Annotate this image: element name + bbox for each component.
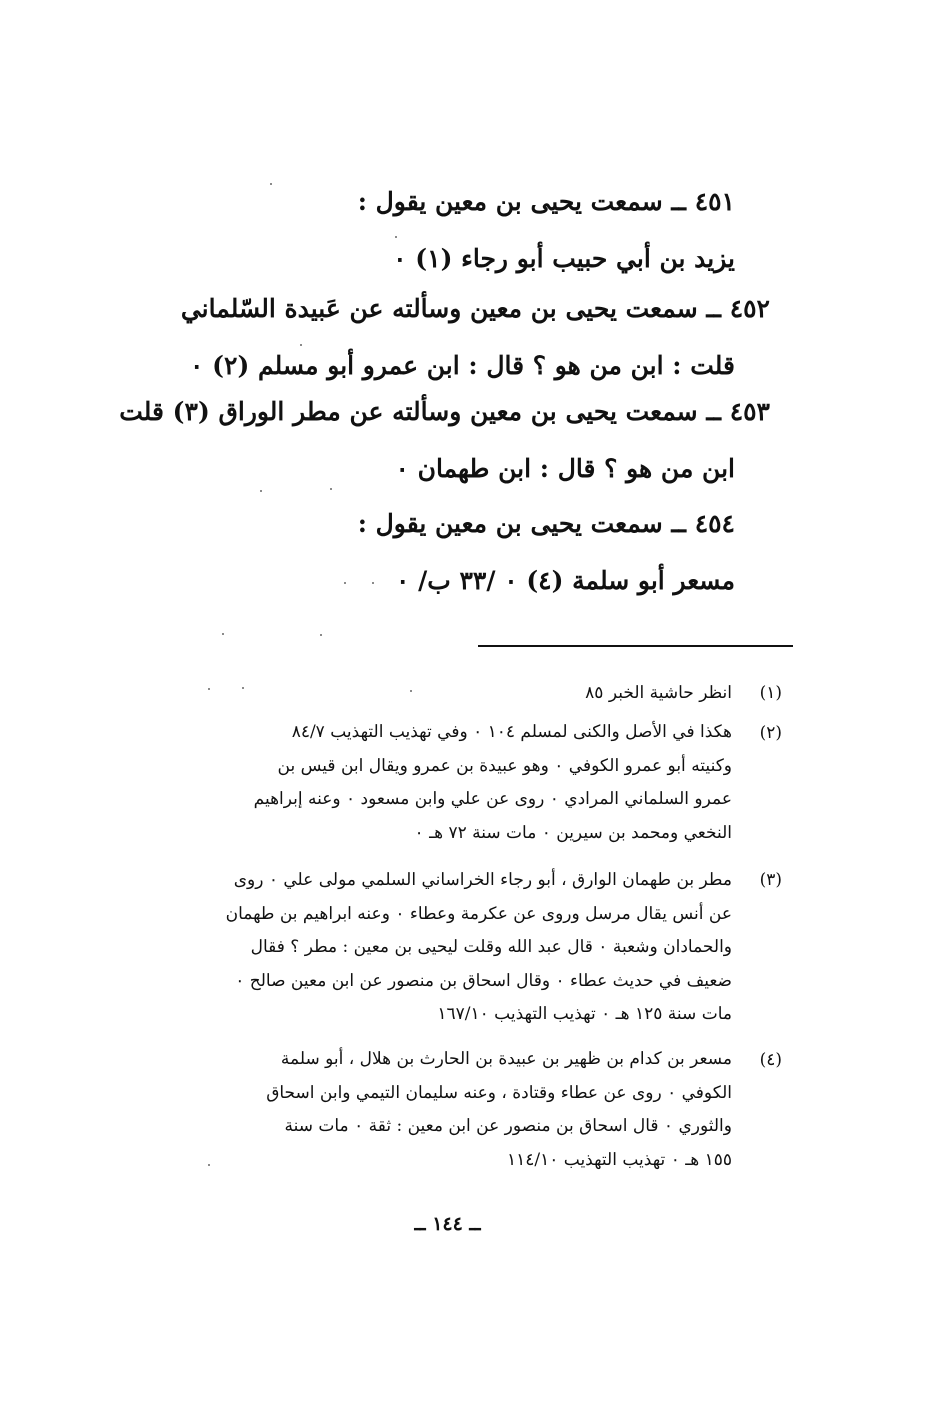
- scan-speck: [260, 490, 262, 492]
- footnote-4: [147, 1043, 732, 1177]
- scan-speck: [300, 344, 302, 346]
- footnote-divider: [478, 645, 793, 647]
- scan-speck: [320, 634, 322, 636]
- page-number: ــ ١٤٤ ــ: [414, 1213, 481, 1235]
- entry-454-line-1: ٤٥٤ ــ سمعت يحيى بن معين يقول :: [357, 509, 735, 538]
- footnote-1-marker: (١): [759, 683, 782, 703]
- footnote-2-line-2: وكنيته أبو عمرو الكوفي ٠ وهو عبيدة بن عمرو ويقال ابن قيس بن: [277, 755, 732, 776]
- footnote-4-marker: (٤): [759, 1050, 782, 1070]
- footnote-4-line-4: ١٥٥ هـ ٠ تهذيب التهذيب ١١٤/١٠: [506, 1149, 732, 1170]
- footnote-2: [147, 716, 732, 850]
- footnote-2-line-3: عمرو السلماني المرادي ٠ روى عن علي وابن مسعود ٠ وعنه إبراهيم: [253, 789, 732, 809]
- entry-451-line-1: ٤٥١ ــ سمعت يحيى بن معين يقول :: [357, 187, 735, 216]
- scan-speck: [222, 633, 224, 635]
- footnote-1: [147, 677, 732, 711]
- footnote-3-line-4: ضعيف في حديث عطاء ٠ وقال اسحاق بن منصور عن ابن معين صالح ٠: [235, 970, 732, 991]
- footnote-2-marker: (٢): [759, 723, 782, 743]
- entry-454-line-2: مسعر أبو سلمة (٤) ٠ /٣٣ ب/ ٠: [395, 566, 735, 595]
- scan-speck: [330, 488, 332, 490]
- scan-speck: [242, 687, 244, 689]
- footnote-3-marker: (٣): [759, 870, 782, 890]
- footnote-3-line-3: والحمادان وشعبة ٠ قال عبد الله وقلت ليحيى بن معين : مطر ؟ فقال: [250, 937, 732, 957]
- scan-speck: [372, 582, 374, 584]
- scan-speck: [395, 236, 397, 238]
- entry-452-line-1: ٤٥٢ ــ سمعت يحيى بن معين وسألته عن عَبيدة السّلماني: [180, 294, 770, 323]
- footnote-4-line-3: والثوري ٠ قال اسحاق بن منصور عن ابن معين : ثقة ٠ مات سنة: [284, 1116, 732, 1136]
- footnote-2-line-1: هكذا في الأصل والكنى لمسلم ١٠٤ ٠ وفي تهذيب التهذيب ٨٤/٧: [291, 722, 732, 742]
- footnote-3-line-5: مات سنة ١٢٥ هـ ٠ تهذيب التهذيب ١٦٧/١٠: [437, 1004, 732, 1024]
- scan-speck: [208, 1164, 210, 1166]
- footnote-2-line-4: النخعي ومحمد بن سيرين ٠ مات سنة ٧٢ هـ ٠: [414, 822, 732, 843]
- footnote-3-line-1: مطر بن طهمان الوارق ، أبو رجاء الخراساني السلمي مولى علي ٠ روى: [233, 870, 732, 890]
- entry-453-line-1: ٤٥٣ ــ سمعت يحيى بن معين وسألته عن مطر الوراق (٣) قلت: [119, 397, 770, 426]
- entry-451-line-2: يزيد بن أبي حبيب أبو رجاء (١) ٠: [393, 244, 735, 273]
- footnote-3: [147, 864, 732, 1032]
- scan-speck: [208, 688, 210, 690]
- footnote-3-line-2: عن أنس يقال مرسل وروى عن عكرمة وعطاء ٠ وعنه ابراهيم بن طهمان: [225, 903, 732, 924]
- footnote-4-line-1: مسعر بن كدام بن ظهير بن عبيدة بن الحارث بن هلال ، أبو سلمة: [280, 1049, 732, 1069]
- scan-speck: [410, 690, 412, 692]
- scan-speck: [344, 582, 346, 584]
- entry-452-line-2: قلت : ابن من هو ؟ قال : ابن عمرو أبو مسلم (٢) ٠: [190, 351, 735, 380]
- footnote-4-line-2: الكوفي ٠ روى عن عطاء وقتادة ، وعنه سليمان التيمي وابن اسحاق: [266, 1082, 732, 1103]
- entry-453-line-2: ابن من هو ؟ قال : ابن طهمان ٠: [395, 454, 735, 483]
- footnote-1-line-1: انظر حاشية الخبر ٨٥: [585, 683, 732, 703]
- scan-speck: [270, 183, 272, 185]
